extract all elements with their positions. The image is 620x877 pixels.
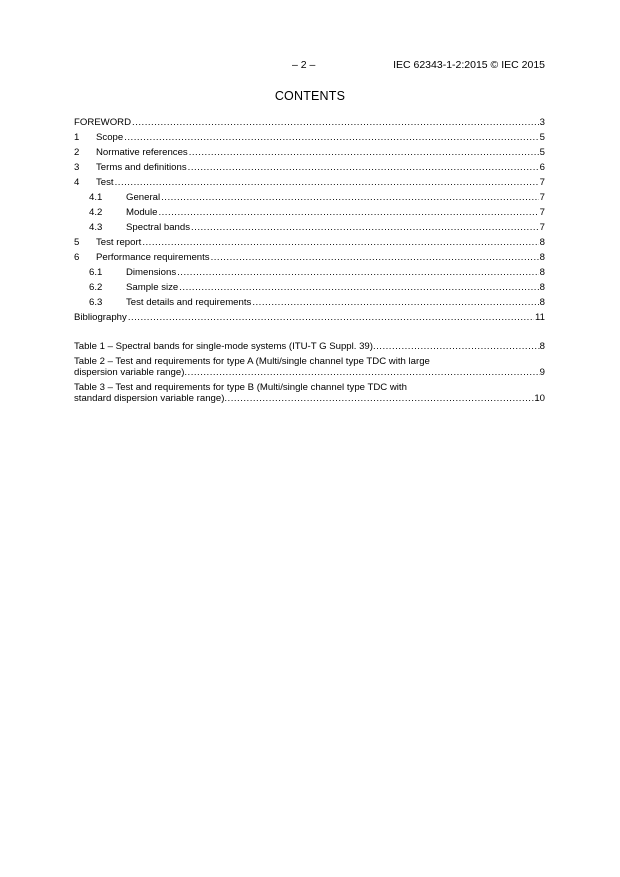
leader-dots	[128, 312, 534, 323]
toc-entry-number: 4	[74, 177, 80, 188]
toc-entry-number: 4.3	[89, 222, 103, 233]
toc-entry-page: 8	[539, 237, 545, 248]
toc-entry-page: 8	[539, 252, 545, 263]
toc-entry-page: 7	[539, 222, 545, 233]
toc-entry-label: Dimensions	[126, 267, 177, 278]
leader-dots	[188, 162, 539, 173]
toc-entry[interactable]	[74, 203, 545, 218]
table-of-contents	[74, 113, 545, 404]
toc-entry[interactable]	[74, 248, 545, 263]
toc-entry[interactable]	[74, 308, 545, 323]
toc-entry[interactable]	[74, 188, 545, 203]
toc-entry-number: 2	[74, 147, 80, 158]
toc-entry-page: 8	[539, 297, 545, 308]
table-caption-last-line	[74, 341, 545, 352]
toc-entry-number: 5	[74, 237, 80, 248]
toc-entry-label: Terms and definitions	[96, 162, 187, 173]
toc-entry-label: Normative references	[96, 147, 188, 158]
page-number: – 2 –	[292, 59, 316, 71]
toc-entry-page: 11	[535, 312, 545, 323]
standard-reference: IEC 62343-1-2:2015 © IEC 2015	[393, 59, 545, 71]
leader-dots	[179, 282, 538, 293]
table-caption-line1: Table 2 – Test and requirements for type A (Multi/single channel type TDC with large	[74, 356, 430, 367]
leader-dots	[189, 147, 539, 158]
toc-entry[interactable]	[74, 158, 545, 173]
toc-entry-number: 6.3	[89, 297, 103, 308]
toc-entry-page: 8	[539, 267, 545, 278]
toc-entry-page: 5	[539, 132, 545, 143]
toc-entry[interactable]	[74, 173, 545, 188]
page-header	[0, 59, 620, 73]
toc-entry[interactable]	[74, 143, 545, 158]
toc-entry-label: General	[126, 192, 161, 203]
toc-entry-label: Test	[96, 177, 114, 188]
toc-entry[interactable]	[74, 233, 545, 248]
toc-entry[interactable]	[74, 218, 545, 233]
toc-entry-page: 3	[539, 117, 545, 128]
table-caption-text: dispersion variable range)	[74, 367, 185, 378]
leader-dots	[211, 252, 539, 263]
table-caption-line1: Table 3 – Test and requirements for type B (Multi/single channel type TDC with	[74, 382, 407, 393]
toc-entry-page: 7	[539, 177, 545, 188]
toc-entry-page: 7	[539, 207, 545, 218]
table-entry-page: 8	[539, 341, 545, 352]
toc-entry-label: Bibliography	[74, 312, 127, 323]
toc-entry-label: Performance requirements	[96, 252, 210, 263]
toc-entry-page: 7	[539, 192, 545, 203]
table-caption-text: Table 1 – Spectral bands for single-mode systems (ITU-T G Suppl. 39)	[74, 341, 373, 352]
leader-dots	[158, 207, 538, 218]
toc-entry-number: 4.1	[89, 192, 103, 203]
section-gap	[74, 323, 545, 337]
toc-entry-label: Scope	[96, 132, 124, 143]
toc-entry[interactable]	[74, 278, 545, 293]
leader-dots	[252, 297, 538, 308]
toc-entries	[74, 113, 545, 323]
toc-entry-number: 6.1	[89, 267, 103, 278]
toc-entry-label: Sample size	[126, 282, 179, 293]
page-title: CONTENTS	[274, 89, 346, 103]
table-entry-page: 9	[539, 367, 545, 378]
toc-entry[interactable]	[74, 263, 545, 278]
leader-dots	[161, 192, 539, 203]
toc-entry-label: Test details and requirements	[126, 297, 252, 308]
toc-entry-number: 4.2	[89, 207, 103, 218]
toc-entry-label: Module	[126, 207, 158, 218]
leader-dots	[177, 267, 539, 278]
toc-entry-number: 3	[74, 162, 80, 173]
toc-entry-label: Test report	[96, 237, 142, 248]
table-caption-text: standard dispersion variable range)	[74, 393, 225, 404]
leader-dots	[224, 393, 534, 404]
toc-entry-page: 5	[539, 147, 545, 158]
table-caption-last-line	[74, 393, 545, 404]
leader-dots	[115, 177, 539, 188]
table-list-entry[interactable]	[74, 356, 545, 378]
leader-dots	[191, 222, 539, 233]
toc-entry-page: 8	[539, 282, 545, 293]
list-of-tables	[74, 341, 545, 404]
leader-dots	[124, 132, 538, 143]
toc-entry-number: 6.2	[89, 282, 103, 293]
toc-entry[interactable]	[74, 293, 545, 308]
toc-entry-page: 6	[539, 162, 545, 173]
toc-entry[interactable]	[74, 113, 545, 128]
leader-dots	[184, 367, 539, 378]
table-caption-last-line	[74, 367, 545, 378]
toc-entry-number: 6	[74, 252, 80, 263]
leader-dots	[142, 237, 538, 248]
toc-entry[interactable]	[74, 128, 545, 143]
table-list-entry[interactable]	[74, 341, 545, 352]
leader-dots	[132, 117, 539, 128]
toc-entry-label: FOREWORD	[74, 117, 132, 128]
toc-entry-label: Spectral bands	[126, 222, 190, 233]
leader-dots	[373, 341, 540, 352]
toc-entry-number: 1	[74, 132, 80, 143]
table-list-entry[interactable]	[74, 382, 545, 404]
table-entry-page: 10	[534, 393, 545, 404]
